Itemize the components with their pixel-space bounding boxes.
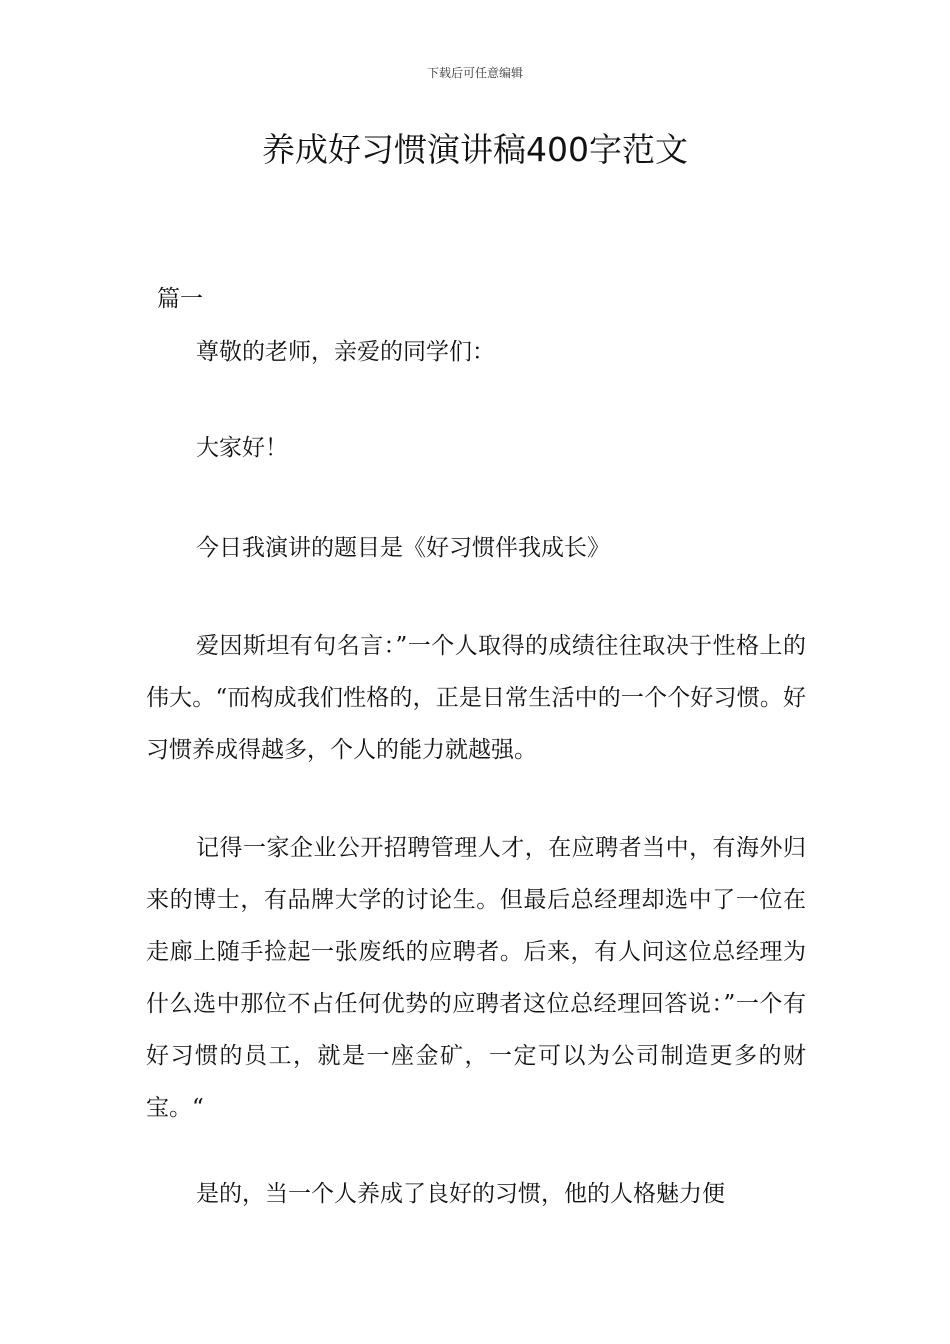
paragraph-greeting: 尊敬的老师，亲爱的同学们： <box>196 339 495 365</box>
header-note: 下载后可任意编辑 <box>426 66 523 80</box>
paragraph-hello: 大家好！ <box>196 435 288 461</box>
section-label: 篇一 <box>157 286 203 312</box>
paragraph-conclusion: 是的，当一个人养成了良好的习惯，他的人格魅力便 <box>196 1181 725 1207</box>
document-title: 养成好习惯演讲稿400字范文 <box>262 130 688 169</box>
paragraph-hiring-story: 记得一家企业公开招聘管理人才，在应聘者当中，有海外归来的博士，有品牌大学的讨论生。但最后总经理却选中了一位在走廊上随手捡起一张废纸的应聘者。后来，有人问这位总经理为什么选中那位不占任何优势的应聘者这位总经理回答说：”一个有好习惯的员工，就是一座金矿，一定可以为公司制造更多的财宝。“ <box>146 835 806 1121</box>
paragraph-topic: 今日我演讲的题目是《好习惯伴我成长》 <box>196 535 610 561</box>
paragraph-einstein-quote: 爱因斯坦有句名言：”一个人取得的成绩往往取决于性格上的伟大。“而构成我们性格的，正是日常生活中的一个个好习惯。好习惯养成得越多，个人的能力就越强。 <box>146 633 806 763</box>
